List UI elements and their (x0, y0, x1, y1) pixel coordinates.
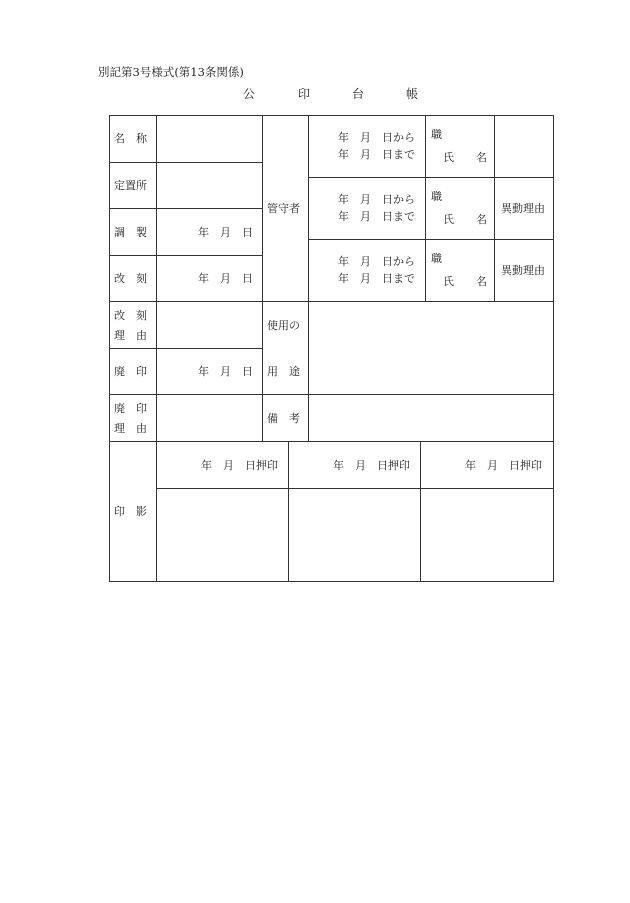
impression-date[interactable]: 年 月 日押印 (333, 459, 410, 472)
remarks-label: 備 考 (267, 412, 300, 425)
title-char: 公 (243, 87, 256, 101)
location-field[interactable] (157, 163, 262, 208)
name-field[interactable] (157, 116, 262, 162)
title-char: 台 (352, 87, 365, 101)
recut-reason-field[interactable] (157, 302, 262, 348)
title-char: 印 (298, 87, 311, 101)
period-to: 年 月 日まで (338, 148, 415, 161)
usage-label: 用 途 (267, 365, 300, 378)
transfer-reason-label: 異動理由 (501, 264, 545, 277)
page-title (0, 88, 630, 102)
usage-label: 使用の (267, 319, 300, 332)
abolish-date[interactable]: 年 月 日 (198, 365, 253, 378)
period-from: 年 月 日から (338, 255, 415, 268)
name-label: 名 称 (114, 132, 147, 145)
recut-label: 改 刻 (114, 272, 147, 285)
name-caption: 氏 名 (443, 151, 487, 164)
position-label: 職 (431, 252, 442, 265)
recut-date[interactable]: 年 月 日 (198, 272, 253, 285)
grid-line (109, 208, 263, 209)
label-line: 廃 印 (114, 402, 147, 415)
impression-date[interactable]: 年 月 日押印 (465, 459, 542, 472)
period-from: 年 月 日から (338, 193, 415, 206)
location-label: 定置所 (114, 179, 147, 192)
label-line: 理 由 (114, 329, 147, 342)
table-border-right (553, 115, 554, 582)
impression-box[interactable] (289, 489, 420, 581)
custodian-period[interactable] (338, 191, 415, 224)
form-id: 別記第3号様式(第13条関係) (98, 65, 244, 79)
made-label: 調 製 (114, 226, 147, 239)
abolish-label: 廃 印 (114, 365, 147, 378)
custodian-reason-cell[interactable] (495, 116, 553, 177)
position-label: 職 (431, 190, 442, 203)
impression-box[interactable] (157, 489, 288, 581)
transfer-reason-label: 異動理由 (501, 202, 545, 215)
impression-label: 印 影 (114, 505, 147, 518)
label-line: 理 由 (114, 422, 147, 435)
period-from: 年 月 日から (338, 131, 415, 144)
grid-line (109, 255, 263, 256)
position-label: 職 (431, 128, 442, 141)
name-caption: 氏 名 (443, 275, 487, 288)
grid-line (109, 348, 263, 349)
remarks-field[interactable] (309, 395, 553, 441)
period-to: 年 月 日まで (338, 272, 415, 285)
custodian-label: 管守者 (267, 202, 300, 215)
label-line: 改 刻 (114, 309, 147, 322)
grid-line (308, 239, 554, 240)
grid-line (262, 115, 263, 442)
name-caption: 氏 名 (443, 213, 487, 226)
title-char: 帳 (406, 87, 419, 101)
made-date[interactable]: 年 月 日 (198, 226, 253, 239)
custodian-period[interactable] (338, 129, 415, 162)
impression-box[interactable] (421, 489, 553, 581)
grid-line (109, 441, 554, 442)
period-to: 年 月 日まで (338, 210, 415, 223)
grid-line (425, 115, 426, 302)
abolish-reason-field[interactable] (157, 395, 262, 441)
usage-field[interactable] (309, 302, 553, 394)
impression-date[interactable]: 年 月 日押印 (201, 459, 278, 472)
table-border-bottom (109, 581, 554, 582)
recut-reason-label (114, 307, 147, 343)
grid-line (308, 177, 554, 178)
abolish-reason-label (114, 400, 147, 436)
custodian-period[interactable] (338, 253, 415, 286)
